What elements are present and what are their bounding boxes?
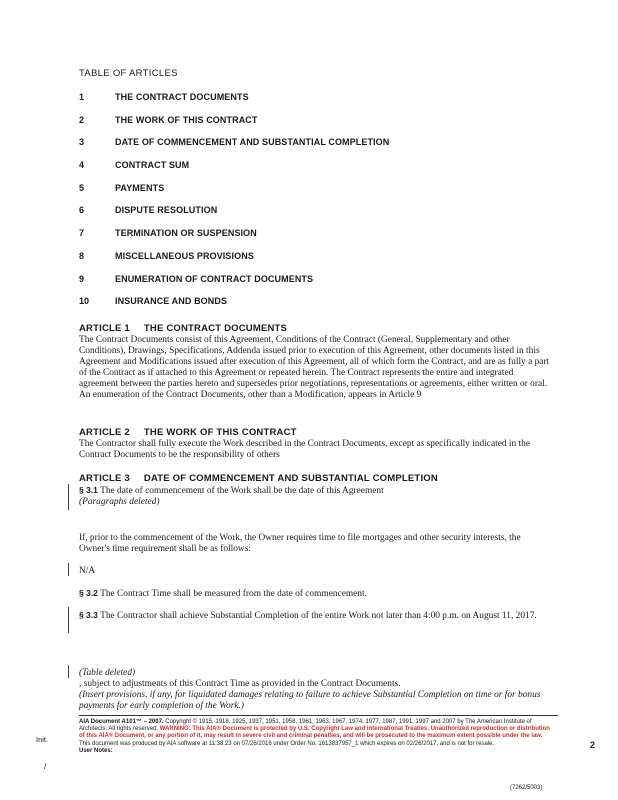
section-number: § 3.3: [79, 610, 98, 620]
copyright-text: Copyright © 1915, 1918, 1925, 1937, 1951, 1958, 1961, 1963, 1967, 1974, 1977, 1987, 1991, 1997 and 2007 by The American Institute of Architects. All rights reserved.: [79, 719, 532, 733]
section-number: § 3.1: [79, 485, 98, 495]
toc-item-number: 8: [79, 250, 85, 261]
toc-item-label: DATE OF COMMENCEMENT AND SUBSTANTIAL COMPLETION: [115, 137, 390, 148]
toc-item-label: TERMINATION OR SUSPENSION: [115, 228, 257, 239]
toc-item-label: CONTRACT SUM: [115, 160, 190, 171]
toc-item: [79, 205, 559, 228]
toc-item-number: 10: [79, 296, 90, 307]
article-number: ARTICLE 3: [79, 473, 130, 484]
toc-item: [79, 274, 559, 297]
article-title: THE CONTRACT DOCUMENTS: [143, 323, 288, 334]
document-code: (7262/5003): [510, 785, 543, 791]
warning-text: WARNING: This AIA® Document is protected by U.S. Copyright Law and International Treaties. Unauthorized reproduction or distribution of this AIA® Document, or any portion of it, may result in severe civil and criminal penalties, and will be prosecuted to the maximum extent possible under the law.: [79, 726, 550, 740]
footer-notice: [79, 719, 551, 755]
section-text: The date of commencement of the Work shall be the date of this Agreement: [100, 486, 384, 496]
subject-to-adjustments: , subject to adjustments of this Contract Time as provided in the Contract Documents.: [79, 679, 401, 689]
toc-item-label: THE WORK OF THIS CONTRACT: [115, 114, 258, 125]
article-title: DATE OF COMMENCEMENT AND SUBSTANTIAL COMPLETION: [143, 473, 438, 484]
doc-id: AIA Document A101™ – 2007.: [79, 719, 164, 725]
toc-item-number: 7: [79, 228, 85, 239]
toc-item: [79, 251, 559, 274]
toc-item: [79, 183, 559, 206]
toc-item-number: 1: [79, 92, 85, 102]
toc-item-label: DISPUTE RESOLUTION: [115, 205, 218, 216]
toc-item: [79, 160, 559, 183]
toc-title: TABLE OF ARTICLES: [79, 68, 178, 79]
toc-item: [79, 228, 559, 251]
article-title: THE WORK OF THIS CONTRACT: [143, 427, 297, 438]
revision-bar: [68, 563, 69, 576]
footer-divider: [79, 715, 558, 716]
revision-bar: [68, 484, 69, 510]
toc-item-number: 5: [79, 182, 85, 193]
table-of-articles: [79, 92, 559, 319]
paragraphs-deleted-note: (Paragraphs deleted): [79, 497, 160, 507]
table-deleted-note: (Table deleted): [79, 668, 136, 678]
revision-bar: [68, 665, 69, 678]
section-text: The Contract Time shall be measured from the date of commencement.: [100, 589, 367, 599]
section-3-2: [79, 588, 551, 600]
section-3-1: [79, 485, 551, 497]
toc-item-number: 3: [79, 137, 85, 148]
insert-provisions-note: (Insert provisions, if any, for liquidated damages relating to failure to achieve Substantial Completion on time or for bonus payments for early completion of the Work.): [79, 690, 541, 711]
article-1-body: The Contract Documents consist of this Agreement, Conditions of the Contract (General, Supplementary and other Conditions), Drawings, Specifications, Addenda issued prior to execution of this Agreement, other documents listed in this Agreement and Modifications issued after execution of this Agreement, all of which form the Contract, and are as fully a part of the Contract as if attached to this Agreement or repeated herein. The Contract represents the entire and integrated agreement between the parties hereto and supersedes prior negotiations, representations or agreements, either written or oral. An enumeration of the Contract Documents, other than a Modification, appears in Article 9: [79, 335, 550, 400]
toc-item: [79, 296, 559, 319]
toc-item-label: PAYMENTS: [115, 182, 165, 193]
toc-item: [79, 115, 559, 138]
section-text: The Contractor shall achieve Substantial Completion of the entire Work not later than 4:00 p.m. on August 11, 2017.: [100, 611, 537, 621]
page-number: 2: [590, 740, 596, 750]
toc-item-number: 6: [79, 205, 85, 216]
article-2-body: The Contractor shall fully execute the Work described in the Contract Documents, except as specifically indicated in the Contract Documents to be the responsibility of others: [79, 439, 531, 460]
mortgage-paragraph: If, prior to the commencement of the Work, the Owner requires time to file mortgages and other security interests, the Owner's time requirement shall be as follows:: [79, 533, 521, 554]
toc-item-label: ENUMERATION OF CONTRACT DOCUMENTS: [115, 273, 314, 284]
article-3-heading: [79, 473, 438, 484]
init-label: Init.: [36, 735, 49, 744]
article-number: ARTICLE 2: [79, 427, 130, 438]
section-number: § 3.2: [79, 588, 98, 598]
toc-item: [79, 137, 559, 160]
toc-item-label: THE CONTRACT DOCUMENTS: [115, 92, 249, 102]
article-1-heading: [79, 323, 287, 334]
revision-bar: [68, 607, 69, 633]
production-text: This document was produced by AIA software at 11:38:23 on 07/26/2016 under Order No. 1613837957_1 which expires on 02/26/2017, and is not for resale.: [79, 740, 495, 747]
init-mark: /: [44, 762, 47, 771]
owner-time-requirement: N/A: [79, 566, 96, 576]
article-number: ARTICLE 1: [79, 323, 130, 334]
toc-item-number: 2: [79, 114, 85, 125]
toc-item-number: 9: [79, 273, 85, 284]
section-3-3: [79, 610, 551, 622]
toc-item-label: MISCELLANEOUS PROVISIONS: [115, 250, 254, 261]
article-2-heading: [79, 427, 297, 438]
toc-item: [79, 92, 559, 115]
toc-item-number: 4: [79, 160, 85, 171]
user-notes-label: User Notes:: [79, 747, 113, 754]
toc-item-label: INSURANCE AND BONDS: [115, 296, 228, 307]
